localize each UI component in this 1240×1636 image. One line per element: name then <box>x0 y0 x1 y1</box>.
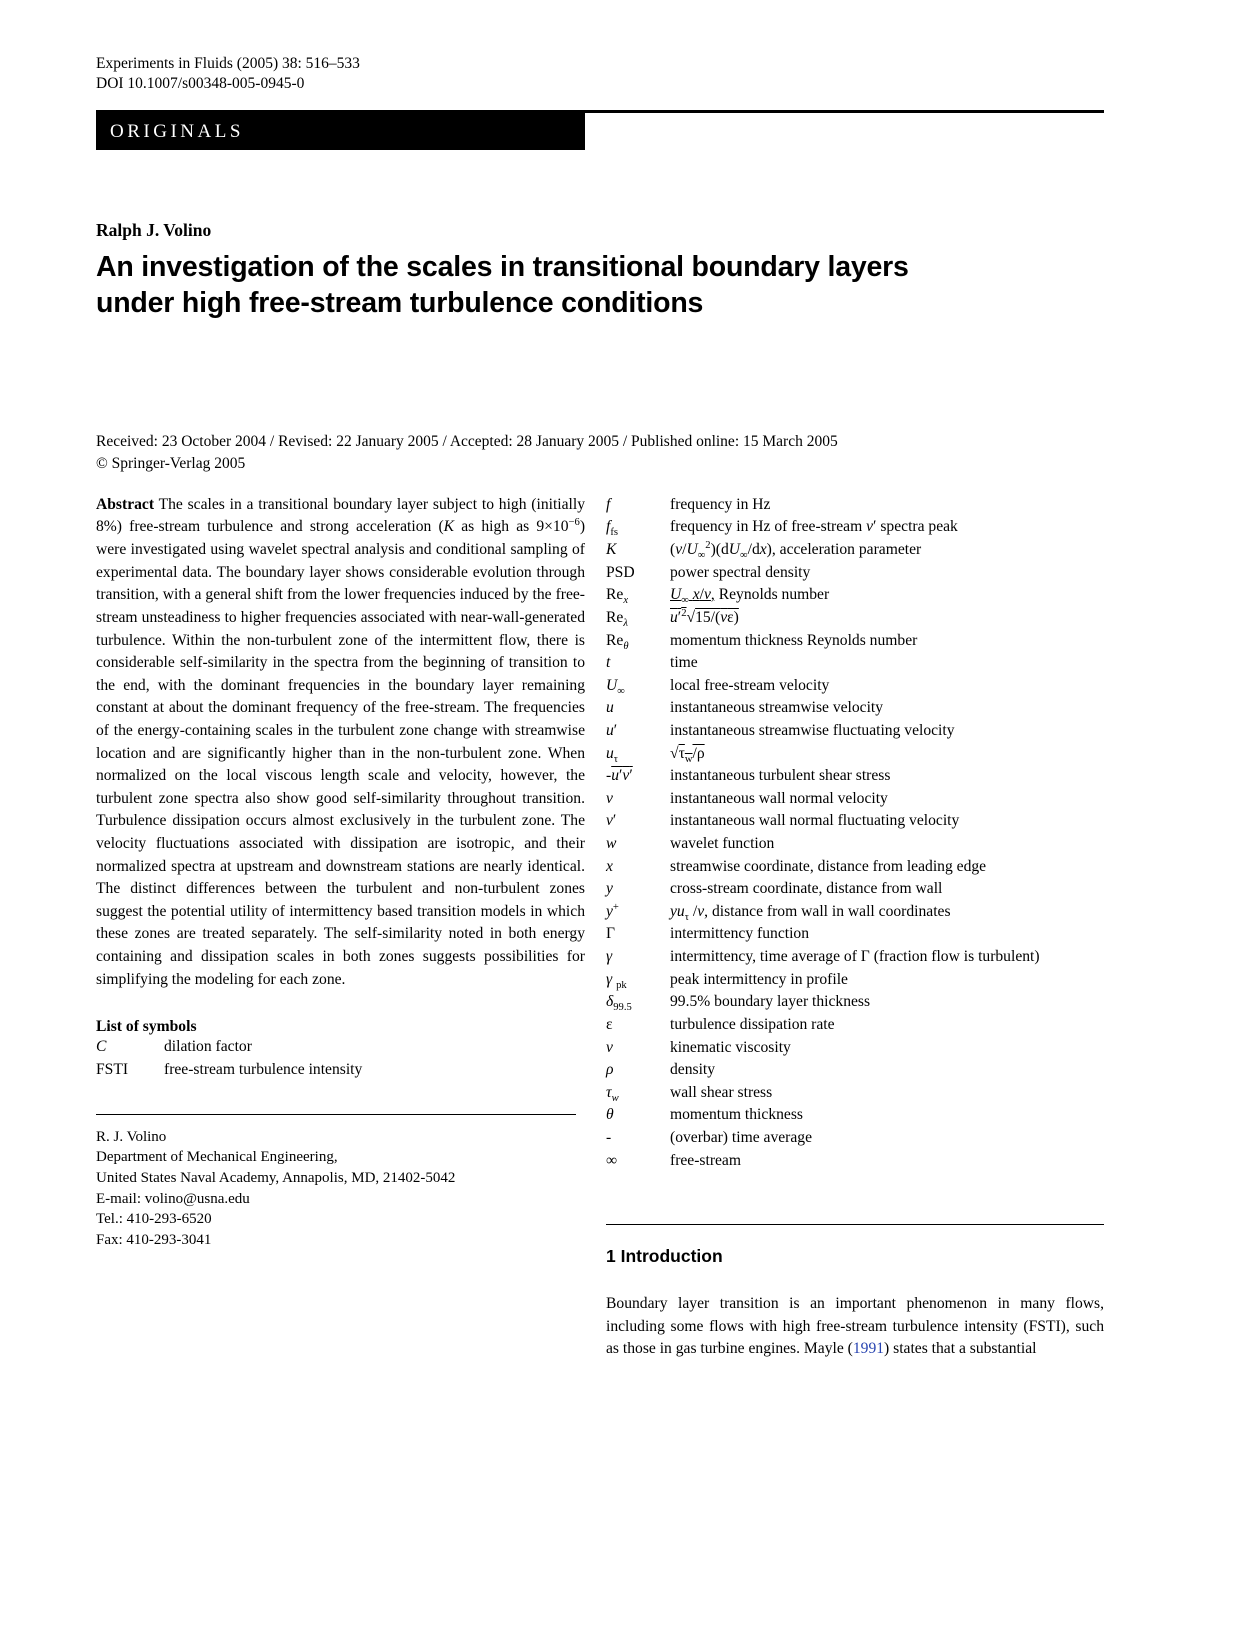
journal-header <box>96 54 1104 94</box>
symbol-row <box>606 675 1104 698</box>
symbol-row <box>606 1014 1104 1037</box>
symbol-row <box>96 1059 585 1082</box>
doi-line: DOI 10.1007/s00348-005-0945-0 <box>96 75 305 93</box>
contact-line: Department of Mechanical Engineering, <box>96 1149 338 1166</box>
symbol-definition: $√\tau_w/\rho$ <box>670 744 705 765</box>
contact-line: Tel.: 410-293-6520 <box>96 1211 212 1228</box>
symbols-list-left <box>96 1036 585 1081</box>
symbol: $Re_\lambda$ <box>606 608 628 630</box>
section-banner: ORIGINALS <box>96 113 585 150</box>
symbol: Γ <box>606 925 616 943</box>
symbol-row <box>606 946 1104 969</box>
received-line: Received: 23 October 2004 / Revised: 22 January 2005 / Accepted: 28 January 2005 / Published online: 15 March 2005 <box>96 432 838 450</box>
symbol-definition: time <box>670 654 698 672</box>
symbol-definition: intermittency, time average of Γ (fraction flow is turbulent) <box>670 948 1040 966</box>
symbol-definition: intermittency function <box>670 925 810 943</box>
symbol-row <box>606 630 1104 653</box>
symbol-row <box>96 1036 585 1059</box>
symbol-row <box>606 1127 1104 1150</box>
symbol: K <box>606 541 617 559</box>
symbol-definition: momentum thickness Reynolds number <box>670 631 918 649</box>
symbol-definition: frequency in Hz <box>670 495 771 513</box>
symbol-definition: density <box>670 1061 716 1079</box>
symbols-heading: List of symbols <box>96 1018 197 1036</box>
right-column <box>606 494 1104 1361</box>
symbol-definition: kinematic viscosity <box>670 1038 791 1056</box>
symbol: v <box>606 789 613 807</box>
symbol-definition: instantaneous turbulent shear stress <box>670 767 891 785</box>
symbol: ε <box>606 1015 613 1033</box>
symbol-row <box>606 720 1104 743</box>
symbol: ν <box>606 1038 613 1056</box>
symbol: C <box>96 1038 107 1056</box>
symbol-row <box>606 1150 1104 1173</box>
symbol-row <box>606 697 1104 720</box>
copyright-line: © Springer-Verlag 2005 <box>96 455 246 473</box>
contact-line: United States Naval Academy, Annapolis, MD, 21402-5042 <box>96 1169 456 1186</box>
symbol-row <box>606 991 1104 1014</box>
symbol-row <box>606 607 1104 630</box>
author-contact <box>96 1127 585 1251</box>
symbol-row <box>606 1104 1104 1127</box>
section-rule <box>606 1224 1104 1225</box>
symbol-definition: 99.5% boundary layer thickness <box>670 993 871 1011</box>
left-column <box>96 494 585 1361</box>
publication-info <box>96 431 1104 476</box>
symbol-row <box>606 923 1104 946</box>
symbol-definition: dilation factor <box>164 1038 252 1056</box>
symbol-definition: (overbar) time average <box>670 1128 812 1146</box>
symbols-list-right <box>606 494 1104 1172</box>
symbol-definition: local free-stream velocity <box>670 676 830 694</box>
symbol: θ <box>606 1106 614 1124</box>
symbol: v′ <box>606 812 617 830</box>
symbol-row <box>606 743 1104 766</box>
symbol-definition: $U_\infty$ x/ν, Reynolds number <box>670 586 830 607</box>
symbol: ∞ <box>606 1151 618 1169</box>
symbol-row <box>606 1059 1104 1082</box>
symbol-row <box>606 856 1104 879</box>
symbol-definition: free-stream turbulence intensity <box>164 1060 363 1078</box>
section-heading-introduction: 1 Introduction <box>606 1246 723 1267</box>
symbol-row <box>606 1082 1104 1105</box>
symbol: $u_\tau$ <box>606 744 619 765</box>
symbol: $\tau_w$ <box>606 1083 619 1104</box>
symbol-row <box>606 878 1104 901</box>
symbol: PSD <box>606 563 635 581</box>
contact-line: Fax: 410-293-3041 <box>96 1231 212 1248</box>
symbol-definition: wavelet function <box>670 835 775 853</box>
paper-title: An investigation of the scales in transitional boundary layers under high free-stream turbulence conditions <box>96 251 909 319</box>
symbol: ρ <box>606 1061 614 1079</box>
symbol-row <box>606 562 1104 585</box>
journal-line: Experiments in Fluids (2005) 38: 516–533 <box>96 55 360 72</box>
symbol-row <box>606 539 1104 562</box>
symbol: $Re_\theta$ <box>606 631 629 652</box>
footnote-rule <box>96 1114 576 1115</box>
symbol-definition: peak intermittency in profile <box>670 970 848 988</box>
symbol-row <box>606 494 1104 517</box>
symbol-row <box>606 810 1104 833</box>
symbol-definition: instantaneous wall normal fluctuating velocity <box>670 812 960 830</box>
symbol-definition: $u'^2√15/(\nu\varepsilon)$ <box>670 607 739 626</box>
symbol-row <box>606 516 1104 539</box>
symbol-row <box>606 1037 1104 1060</box>
symbol: - <box>606 1128 612 1146</box>
symbol-definition: instantaneous streamwise velocity <box>670 699 884 717</box>
symbol-definition: instantaneous wall normal velocity <box>670 789 888 807</box>
symbol: $Re_x$ <box>606 586 629 607</box>
symbol: t <box>606 654 611 672</box>
symbol: FSTI <box>96 1060 129 1078</box>
symbol-row <box>606 969 1104 992</box>
author-name: Ralph J. Volino <box>96 220 212 241</box>
symbol: x <box>606 857 613 875</box>
contact-line: R. J. Volino <box>96 1128 167 1145</box>
section-banner-rule <box>96 110 1104 150</box>
symbol: w <box>606 835 617 853</box>
contact-line: E-mail: volino@usna.edu <box>96 1190 250 1207</box>
abstract <box>96 494 585 991</box>
symbol-definition: cross-stream coordinate, distance from wall <box>670 880 943 898</box>
two-column-body <box>96 494 1104 1361</box>
abstract-text: The scales in a transitional boundary layer subject to high (initially 8%) free-stream turbulence and strong acceleration (K as high as $9\times 10^{-6}$) were investigated using wavelet spectral analysis and conditional sampling of experimental data. The boundary layer shows considerable evolution through transition, with a general shift from the lower frequencies induced by the free-stream unsteadiness to higher frequencies associated with near-wall-generated turbulence. Within the non-turbulent zone of the intermittent flow, there is considerable self-similarity in the spectra from the beginning of transition to the end, with the dominant frequencies in the boundary layer remaining constant at about the dominant frequency of the free-stream. The frequencies of the energy-containing scales in the turbulent zone change with streamwise location and are significantly higher than in the non-turbulent zone. When normalized on the local viscous length scale and velocity, however, the turbulent zone spectra also show good self-similarity throughout transition. Turbulence dissipation occurs almost exclusively in the turbulent zone. The velocity fluctuations associated with dissipation are isotropic, and their normalized spectra at upstream and downstream stations are nearly identical. The distinct differences between the turbulent and non-turbulent zones suggest the potential utility of intermittency based transition models in which these zones are treated separately. The self-similarity noted in both energy containing and dissipation scales in both zones suggests possibilities for simplifying the modeling for each zone. <box>96 495 586 988</box>
symbol-row <box>606 901 1104 924</box>
symbol-row <box>606 788 1104 811</box>
symbol: y+ <box>606 901 619 920</box>
symbol-definition: wall shear stress <box>670 1083 773 1101</box>
abstract-label: Abstract <box>96 495 155 513</box>
symbol: $U_\infty$ <box>606 676 625 697</box>
citation-mayle-1991[interactable]: 1991 <box>852 1340 885 1358</box>
introduction-text: Boundary layer transition is an important phenomenon in many flows, including some flows with high free-stream turbulence intensity (FSTI), such as those in gas turbine engines. Mayle (1991) states that a substantial <box>606 1295 1104 1358</box>
symbol: -u′v′ <box>606 767 633 785</box>
symbol-row <box>606 765 1104 788</box>
symbol-row <box>606 833 1104 856</box>
symbol-definition: instantaneous streamwise fluctuating velocity <box>670 721 955 739</box>
symbol-definition: power spectral density <box>670 563 811 581</box>
symbol: γ <box>606 948 613 966</box>
symbol: $f_{fs}$ <box>606 518 618 539</box>
symbol-row <box>606 584 1104 607</box>
symbol-row <box>606 652 1104 675</box>
symbol: $\delta_{99.5}$ <box>606 993 632 1014</box>
symbol: f <box>606 495 611 513</box>
symbol: u <box>606 699 614 717</box>
symbol-definition: frequency in Hz of free-stream v′ spectra peak <box>670 518 958 536</box>
symbol: y <box>606 880 613 898</box>
symbol: u′ <box>606 721 618 739</box>
symbol: γ $_{pk}$ <box>606 970 627 991</box>
symbol-definition: turbulence dissipation rate <box>670 1015 835 1033</box>
symbol-definition: streamwise coordinate, distance from leading edge <box>670 857 987 875</box>
symbol-definition: momentum thickness <box>670 1106 803 1124</box>
symbol-definition: free-stream <box>670 1151 741 1169</box>
symbol-definition: $yu_\tau$ /ν, distance from wall in wall coordinates <box>670 902 951 923</box>
symbol-definition: $(\nu/U_\infty^2)(dU_\infty/dx)$, acceleration parameter <box>670 539 922 562</box>
